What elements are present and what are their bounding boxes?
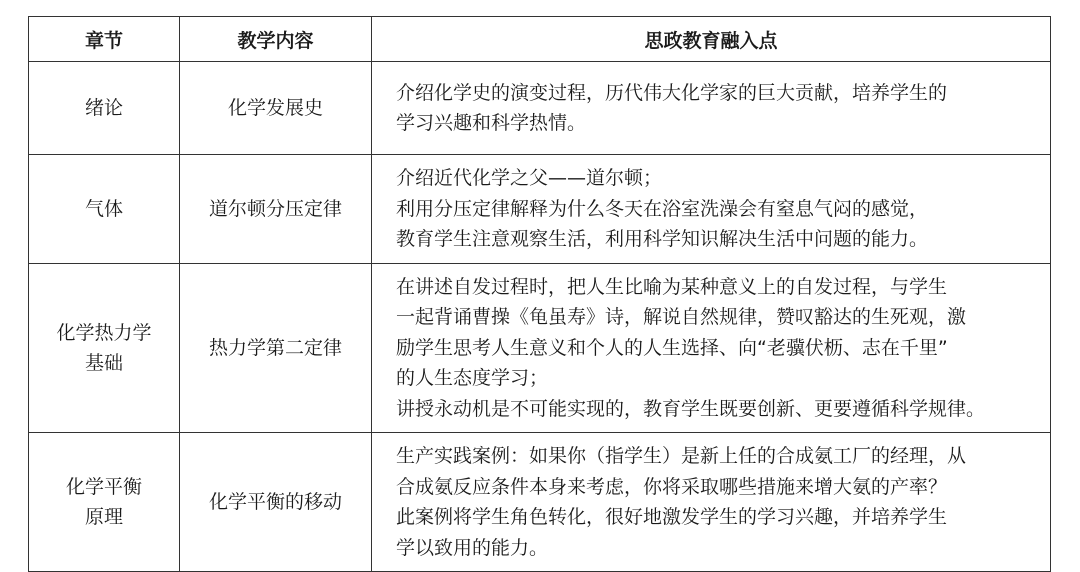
points-line: 一起背诵曹操《龟虽寿》诗，解说自然规律，赞叹豁达的生死观，激 — [396, 306, 967, 329]
points-line: 介绍近代化学之父——道尔顿； — [396, 167, 663, 190]
points-line: 教育学生注意观察生活，利用科学知识解决生活中问题的能力。 — [396, 228, 929, 251]
header-teaching-content: 教学内容 — [180, 17, 372, 62]
points-cell — [372, 264, 1051, 433]
topic-cell: 热力学第二定律 — [180, 264, 372, 433]
chapter-cell — [29, 264, 180, 433]
points-cell — [372, 155, 1051, 264]
chapter-text: 化学平衡 — [65, 476, 142, 498]
table-row — [29, 155, 1051, 264]
points-line: 的人生态度学习； — [396, 367, 549, 390]
points-line: 利用分压定律解释为什么冬天在浴室洗澡会有窒息气闷的感觉， — [396, 197, 929, 220]
header-ideological-points: 思政教育融入点 — [372, 17, 1051, 62]
chapter-text: 原理 — [84, 506, 123, 528]
points-line: 生产实践案例：如果你（指学生）是新上任的合成氨工厂的经理，从 — [396, 445, 967, 467]
topic-cell: 化学平衡的移动 — [180, 433, 372, 572]
table-row — [29, 62, 1051, 155]
points-line: 介绍化学史的演变过程，历代伟大化学家的巨大贡献，培养学生的 — [396, 81, 948, 104]
chapter-text: 化学热力学 — [56, 322, 152, 344]
points-line: 此案例将学生角色转化，很好地激发学生的学习兴趣，并培养学生 — [396, 506, 948, 528]
curriculum-table-container — [28, 16, 1050, 572]
chapter-text: 基础 — [84, 352, 123, 374]
points-cell — [372, 433, 1051, 572]
points-line: 在讲述自发过程时，把人生比喻为某种意义上的自发过程，与学生 — [396, 275, 948, 298]
points-line: 合成氨反应条件本身来考虑，你将采取哪些措施来增大氨的产率？ — [396, 475, 948, 498]
header-chapter: 章节 — [29, 17, 180, 62]
table-row — [29, 264, 1051, 433]
chapter-cell — [29, 433, 180, 572]
topic-cell: 化学发展史 — [180, 62, 372, 155]
points-line: 学以致用的能力。 — [396, 536, 549, 559]
table-row — [29, 433, 1051, 572]
table-header-row — [29, 17, 1051, 62]
points-line: 学习兴趣和科学热情。 — [396, 112, 587, 134]
points-line: 励学生思考人生意义和个人的人生选择、向“老骥伏枥、志在千里” — [396, 336, 948, 359]
chapter-cell — [29, 155, 180, 264]
topic-cell: 道尔顿分压定律 — [180, 155, 372, 264]
points-line: 讲授永动机是不可能实现的，教育学生既要创新、更要遵循科学规律。 — [396, 397, 986, 420]
chapter-cell — [29, 62, 180, 155]
chapter-text: 气体 — [84, 198, 123, 220]
chapter-text: 绪论 — [84, 97, 123, 119]
curriculum-table — [28, 16, 1051, 572]
points-cell — [372, 62, 1051, 155]
